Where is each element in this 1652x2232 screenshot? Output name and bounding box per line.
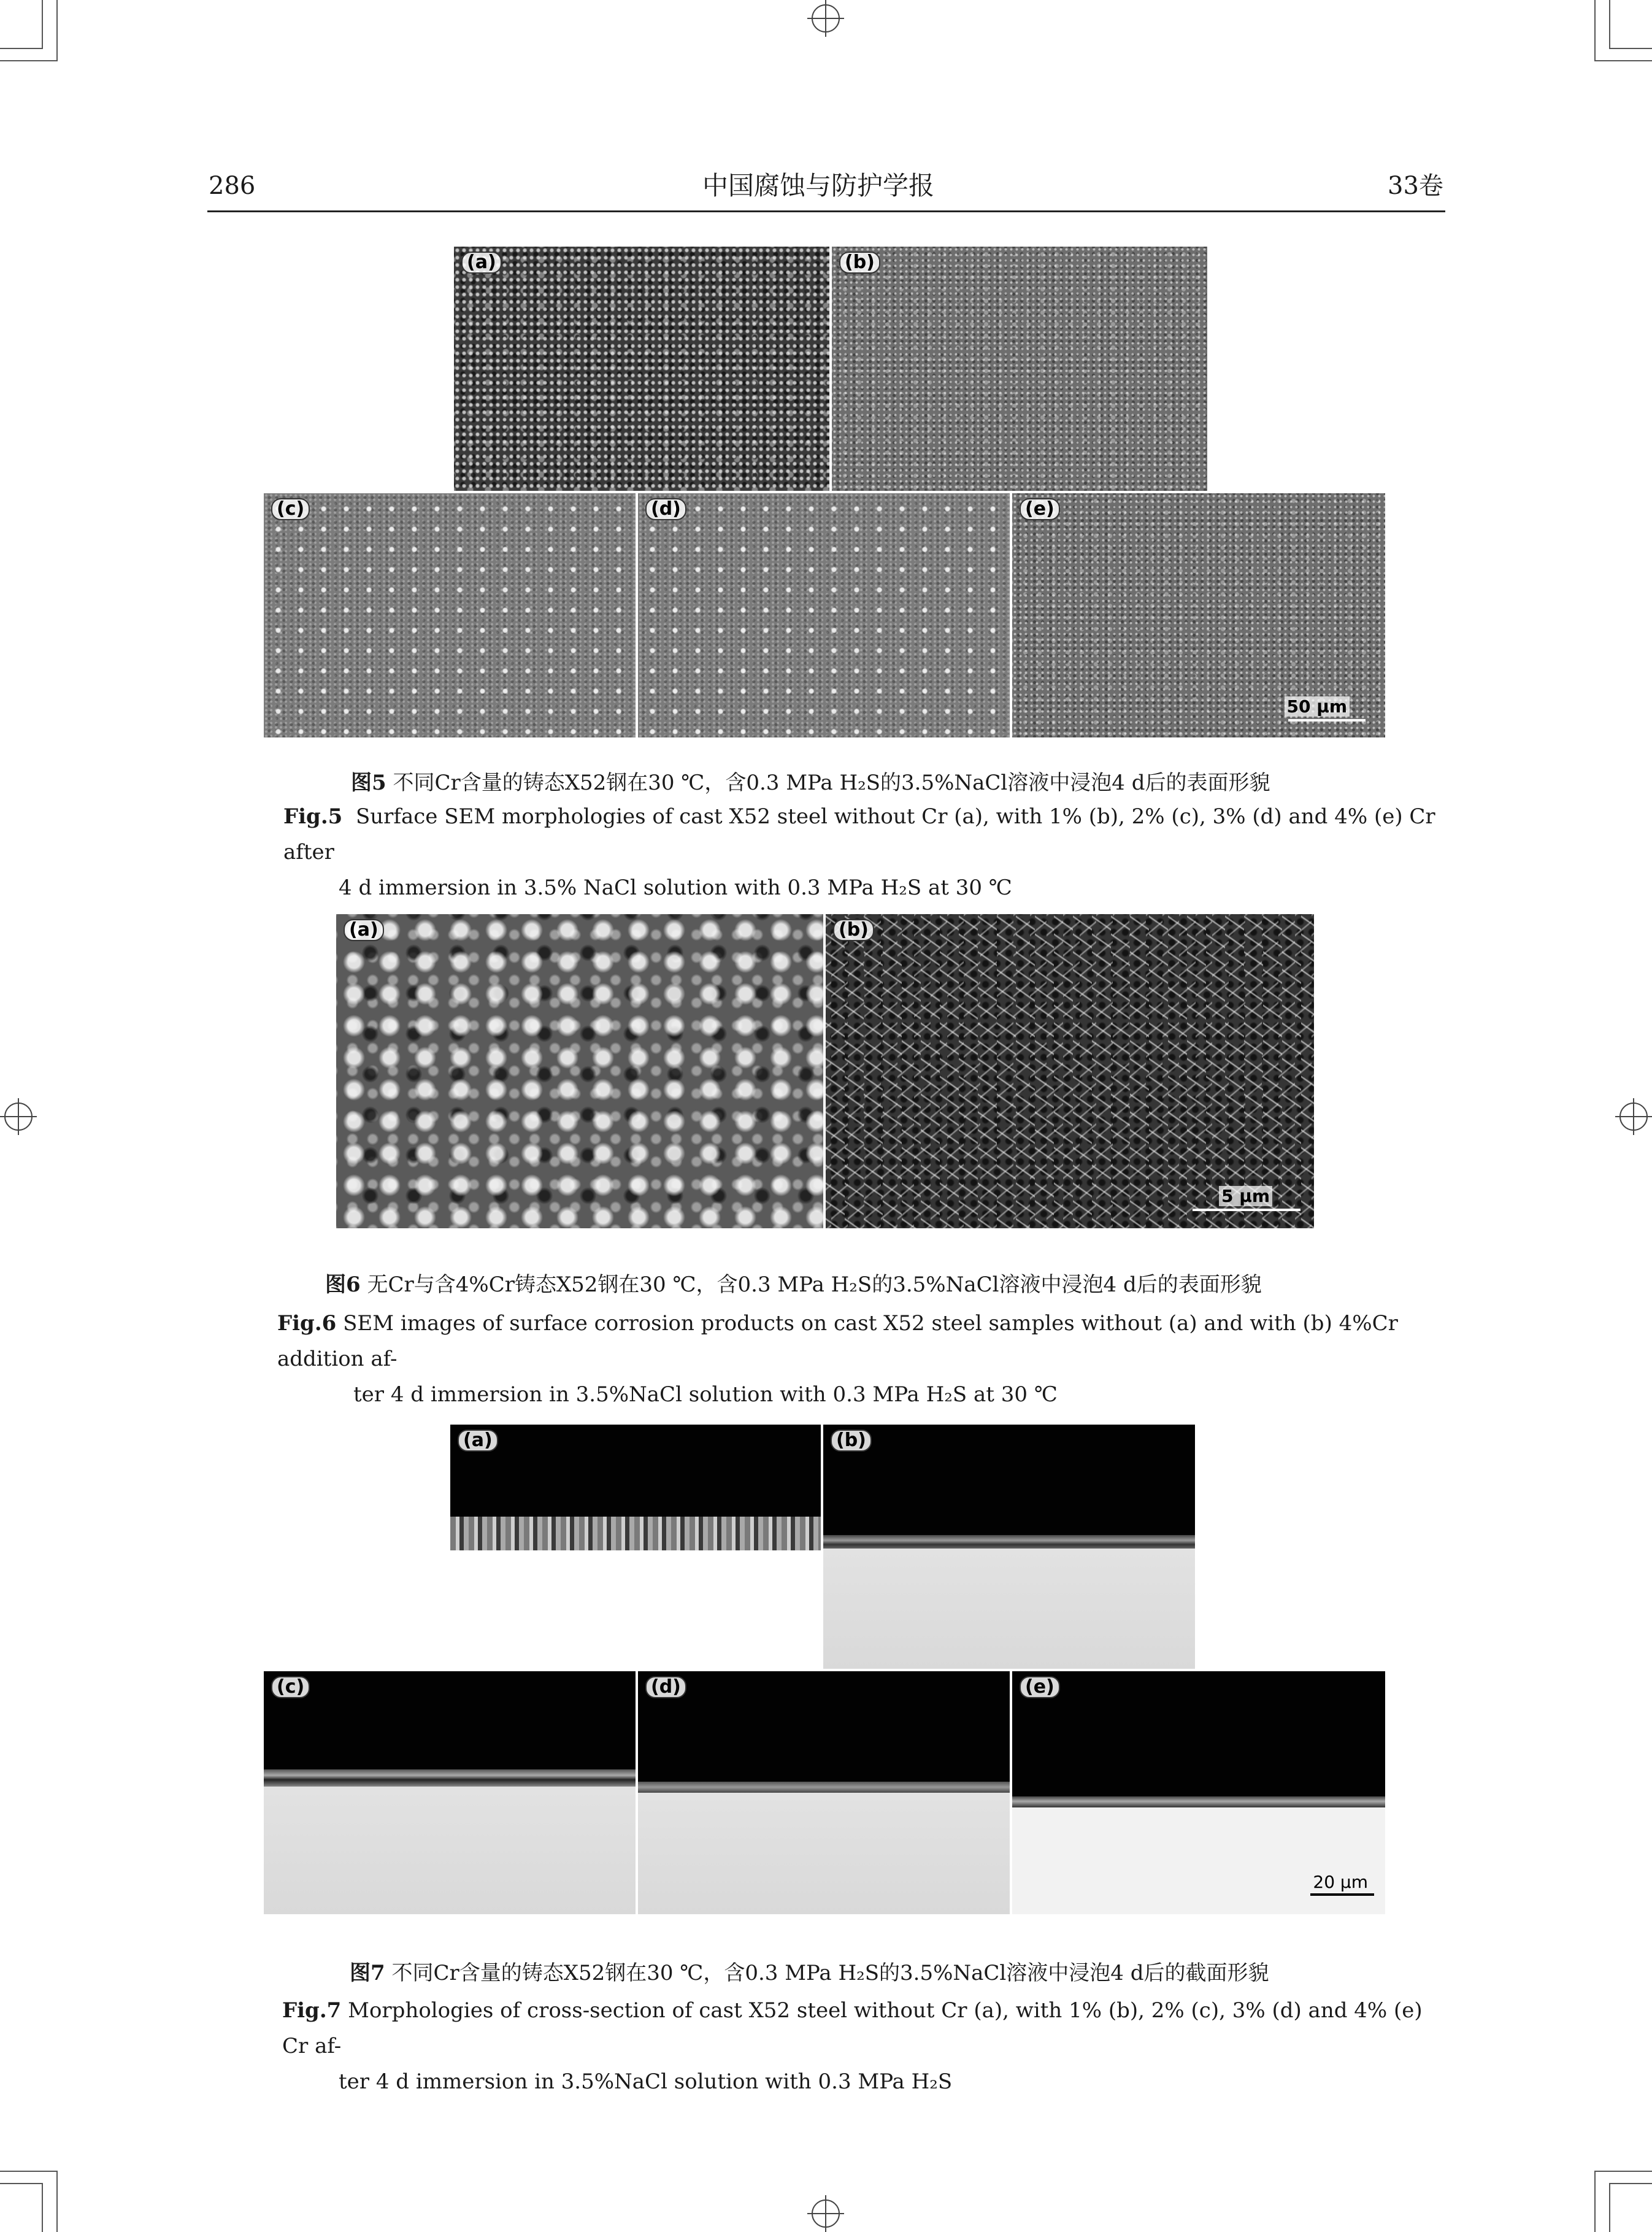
caption-text: Morphologies of cross-section of cast X52 steel without Cr (a), with 1% (b), 2% (c), 3% (d) and 4% (e) Cr af- (282, 1998, 1423, 2058)
registration-mark (1615, 1098, 1652, 1135)
fig5-caption-cn (351, 769, 1270, 796)
caption-text: ter 4 d immersion in 3.5%NaCl solution with 0.3 MPa H₂S at 30 ℃ (353, 1382, 1058, 1407)
crop-mark (0, 60, 56, 61)
journal-title: 中国腐蚀与防护学报 (702, 171, 935, 201)
fig5-caption-en (283, 799, 1449, 906)
page-number: 286 (209, 172, 256, 200)
figure-number: Fig.6 (277, 1311, 337, 1336)
caption-line (283, 799, 1449, 870)
fig7-caption-en (282, 1993, 1454, 2099)
fig5-panel-c (264, 493, 636, 737)
caption-text: ter 4 d immersion in 3.5%NaCl solution with 0.3 MPa H₂S (339, 2069, 953, 2094)
crop-mark (56, 0, 58, 61)
panel-label: (c) (271, 1676, 310, 1698)
caption-line (282, 1993, 1454, 2064)
corrosion-scale (1012, 1796, 1385, 1807)
corrosion-scale (450, 1517, 821, 1550)
crop-mark (1609, 2183, 1610, 2232)
fig7-panel-b (823, 1425, 1195, 1669)
fig7-panel-e (1012, 1671, 1385, 1914)
crop-mark (0, 48, 43, 49)
steel-substrate (1012, 1807, 1385, 1914)
crop-mark (1594, 0, 1596, 61)
mounting-resin (638, 1671, 1010, 1782)
steel-substrate (638, 1793, 1010, 1914)
panel-label: (b) (839, 252, 880, 274)
crop-mark (1596, 2171, 1652, 2172)
fig7-panel-d (638, 1671, 1010, 1914)
crop-mark (0, 2183, 43, 2184)
panel-label: (a) (344, 919, 384, 941)
caption-text: SEM images of surface corrosion products on cast X52 steel samples without (a) and with (b) 4%Cr addition af- (277, 1311, 1398, 1371)
mounting-resin (450, 1425, 821, 1532)
scale-bar-label: 5 μm (1219, 1186, 1272, 1206)
fig5-panel-b (832, 247, 1207, 491)
scale-bar (1288, 719, 1366, 722)
panel-label: (d) (645, 1676, 686, 1698)
registration-mark (807, 2195, 844, 2232)
crop-mark (42, 2183, 43, 2232)
crop-mark (1609, 48, 1652, 49)
figure-number: 图6 (325, 1272, 361, 1297)
panel-label: (a) (461, 252, 502, 274)
crop-mark (1609, 2183, 1652, 2184)
crop-mark (42, 0, 43, 49)
fig6-panel-a (336, 914, 823, 1228)
mounting-resin (264, 1671, 636, 1769)
caption-line (277, 1306, 1449, 1377)
fig6-caption-cn (325, 1271, 1262, 1298)
crop-mark (1609, 0, 1610, 49)
fig5-panel-e (1012, 493, 1385, 737)
registration-mark (0, 1098, 37, 1135)
steel-substrate (264, 1787, 636, 1914)
caption-text: 不同Cr含量的铸态X52钢在30 ℃，含0.3 MPa H₂S的3.5%NaCl溶液中浸泡4 d后的截面形貌 (391, 1961, 1269, 1985)
corrosion-scale (823, 1535, 1195, 1549)
registration-mark (807, 0, 844, 37)
panel-label: (e) (1020, 498, 1060, 520)
panel-label: (d) (645, 498, 686, 520)
volume-number: 33卷 (1388, 172, 1443, 200)
caption-text: 不同Cr含量的铸态X52钢在30 ℃，含0.3 MPa H₂S的3.5%NaCl溶液中浸泡4 d后的表面形貌 (393, 771, 1270, 795)
fig7-caption-cn (350, 1960, 1269, 1987)
corrosion-scale (264, 1769, 636, 1787)
crop-mark (1596, 60, 1652, 61)
caption-text: Surface SEM morphologies of cast X52 steel without Cr (a), with 1% (b), 2% (c), 3% (d) and 4% (e) Cr after (283, 804, 1435, 864)
scale-bar (1310, 1893, 1374, 1896)
fig7-panel-a (450, 1425, 821, 1578)
corrosion-scale (638, 1782, 1010, 1793)
scale-bar-label: 50 μm (1285, 696, 1350, 717)
panel-label: (c) (271, 498, 310, 520)
fig6-caption-en (277, 1306, 1449, 1412)
panel-label: (b) (831, 1430, 872, 1452)
figure-number: 图7 (350, 1961, 385, 1985)
caption-text: 无Cr与含4%Cr铸态X52钢在30 ℃，含0.3 MPa H₂S的3.5%NaCl溶液中浸泡4 d后的表面形貌 (367, 1272, 1262, 1297)
caption-line (282, 2064, 1454, 2099)
header-rule (207, 210, 1445, 212)
caption-line (277, 1377, 1449, 1412)
scale-bar (1193, 1209, 1300, 1211)
mounting-resin (1012, 1671, 1385, 1796)
figure-number: Fig.7 (282, 1998, 342, 2023)
crop-mark (0, 2171, 56, 2172)
caption-text: 4 d immersion in 3.5% NaCl solution with 0.3 MPa H₂S at 30 ℃ (339, 875, 1012, 900)
panel-label: (b) (833, 919, 874, 941)
figure-number: Fig.5 (283, 804, 343, 829)
panel-label: (a) (458, 1430, 498, 1452)
steel-substrate (823, 1549, 1195, 1669)
crop-mark (56, 2171, 58, 2232)
crop-mark (1594, 2171, 1596, 2232)
caption-line (283, 870, 1449, 906)
figure-number: 图5 (351, 771, 386, 795)
fig7-panel-c (264, 1671, 636, 1914)
fig5-panel-a (454, 247, 829, 491)
mounting-resin (823, 1425, 1195, 1535)
fig6-panel-b (826, 914, 1314, 1228)
scale-bar-label: 20 μm (1313, 1872, 1368, 1892)
panel-label: (e) (1020, 1676, 1060, 1698)
fig5-panel-d (638, 493, 1010, 737)
